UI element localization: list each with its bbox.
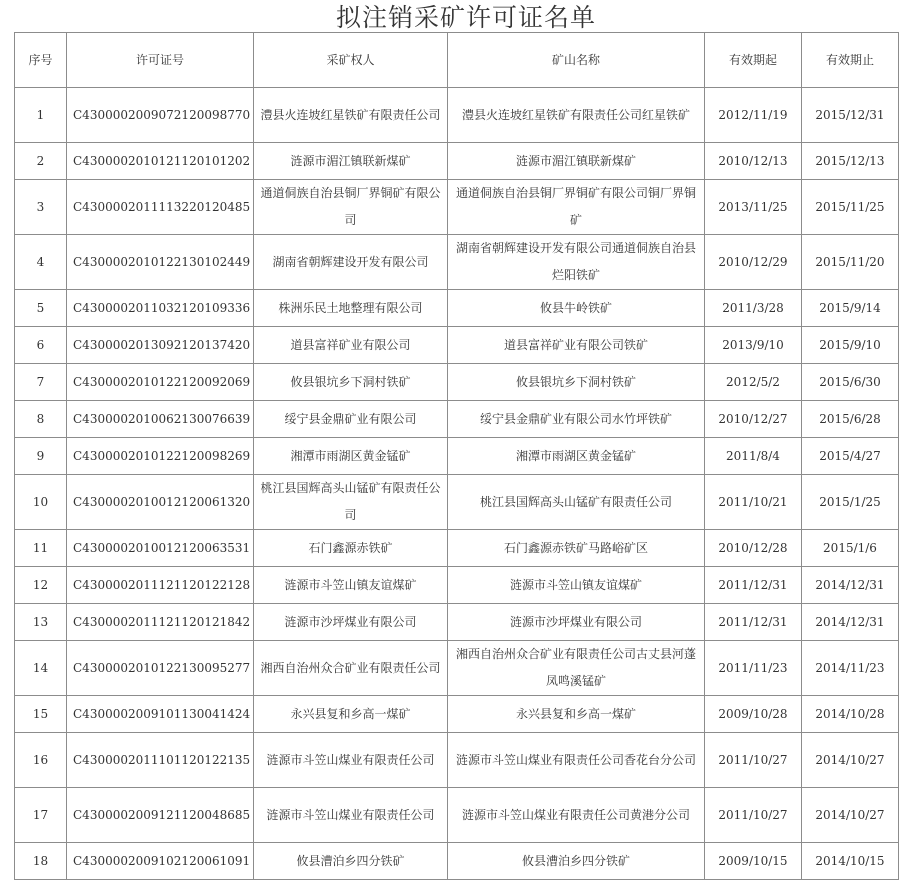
table-row [15,290,899,327]
cell-holder: 涟源市斗笠山煤业有限责任公司 [254,733,448,788]
cell-valid-from: 2011/3/28 [705,290,802,327]
cell-mine-name: 涟源市斗笠山煤业有限责任公司黄港分公司 [448,788,705,843]
cell-holder: 桃江县国辉高头山锰矿有限责任公司 [254,475,448,530]
cell-mine-name: 涟源市沙坪煤业有限公司 [448,604,705,641]
cell-valid-from: 2009/10/28 [705,696,802,733]
header-holder: 采矿权人 [254,33,448,88]
cell-holder: 攸县漕泊乡四分铁矿 [254,843,448,880]
cell-seq: 10 [15,475,67,530]
table-row [15,475,899,530]
header-mine-name: 矿山名称 [448,33,705,88]
cell-permit-no: C4300002010122120098269 [67,438,254,475]
cell-mine-name: 湘西自治州众合矿业有限责任公司古丈县河蓬凤鸣溪锰矿 [448,641,705,696]
table-row [15,604,899,641]
cell-valid-from: 2009/10/15 [705,843,802,880]
cell-holder: 湘潭市雨湖区黄金锰矿 [254,438,448,475]
cell-seq: 7 [15,364,67,401]
cell-holder: 湖南省朝辉建设开发有限公司 [254,235,448,290]
table-row [15,327,899,364]
cell-valid-from: 2010/12/28 [705,530,802,567]
cell-holder: 涟源市沙坪煤业有限公司 [254,604,448,641]
cell-valid-from: 2012/11/19 [705,88,802,143]
table-row [15,641,899,696]
cell-mine-name: 湘潭市雨湖区黄金锰矿 [448,438,705,475]
cell-mine-name: 绥宁县金鼎矿业有限公司水竹坪铁矿 [448,401,705,438]
cell-permit-no: C4300002010012120061320 [67,475,254,530]
cell-mine-name: 桃江县国辉高头山锰矿有限责任公司 [448,475,705,530]
cell-valid-to: 2015/11/20 [802,235,899,290]
cell-valid-to: 2015/1/25 [802,475,899,530]
table-row [15,843,899,880]
cell-permit-no: C4300002010012120063531 [67,530,254,567]
cell-valid-from: 2011/10/21 [705,475,802,530]
cell-mine-name: 攸县牛岭铁矿 [448,290,705,327]
cell-valid-to: 2014/10/27 [802,788,899,843]
cell-holder: 通道侗族自治县铜厂界铜矿有限公司 [254,180,448,235]
cell-seq: 1 [15,88,67,143]
cell-seq: 4 [15,235,67,290]
cell-permit-no: C4300002009101130041424 [67,696,254,733]
cell-seq: 5 [15,290,67,327]
cell-seq: 11 [15,530,67,567]
table-row [15,401,899,438]
table-row [15,696,899,733]
cell-seq: 15 [15,696,67,733]
cell-mine-name: 攸县银坑乡下洞村铁矿 [448,364,705,401]
cell-holder: 绥宁县金鼎矿业有限公司 [254,401,448,438]
cell-permit-no: C4300002011032120109336 [67,290,254,327]
cell-permit-no: C4300002009072120098770 [67,88,254,143]
cell-permit-no: C4300002011121120122128 [67,567,254,604]
cell-seq: 13 [15,604,67,641]
cell-holder: 攸县银坑乡下洞村铁矿 [254,364,448,401]
cell-valid-to: 2015/12/31 [802,88,899,143]
cell-valid-from: 2013/11/25 [705,180,802,235]
header-seq: 序号 [15,33,67,88]
cell-seq: 2 [15,143,67,180]
table-row [15,438,899,475]
cell-mine-name: 澧县火连坡红星铁矿有限责任公司红星铁矿 [448,88,705,143]
cell-mine-name: 涟源市斗笠山镇友谊煤矿 [448,567,705,604]
cell-seq: 6 [15,327,67,364]
cell-permit-no: C4300002010122120092069 [67,364,254,401]
cell-permit-no: C4300002010122130095277 [67,641,254,696]
cell-valid-from: 2010/12/27 [705,401,802,438]
cell-seq: 16 [15,733,67,788]
cell-mine-name: 永兴县复和乡高一煤矿 [448,696,705,733]
table-header-row [15,33,899,88]
cell-valid-from: 2011/12/31 [705,567,802,604]
cell-seq: 8 [15,401,67,438]
table-row [15,530,899,567]
header-permit-no: 许可证号 [67,33,254,88]
cell-valid-from: 2011/11/23 [705,641,802,696]
cell-valid-to: 2014/10/15 [802,843,899,880]
cell-seq: 14 [15,641,67,696]
cell-seq: 3 [15,180,67,235]
cell-valid-to: 2014/12/31 [802,567,899,604]
cell-valid-to: 2015/11/25 [802,180,899,235]
cell-mine-name: 涟源市湄江镇联新煤矿 [448,143,705,180]
cell-mine-name: 涟源市斗笠山煤业有限责任公司香花台分公司 [448,733,705,788]
cell-mine-name: 通道侗族自治县铜厂界铜矿有限公司铜厂界铜矿 [448,180,705,235]
cell-valid-from: 2012/5/2 [705,364,802,401]
cell-seq: 18 [15,843,67,880]
header-valid-from: 有效期起 [705,33,802,88]
cell-mine-name: 攸县漕泊乡四分铁矿 [448,843,705,880]
table-row [15,143,899,180]
cell-holder: 株洲乐民土地整理有限公司 [254,290,448,327]
cell-seq: 9 [15,438,67,475]
cell-valid-to: 2015/12/13 [802,143,899,180]
cell-valid-from: 2011/12/31 [705,604,802,641]
cell-holder: 道县富祥矿业有限公司 [254,327,448,364]
cell-permit-no: C4300002011113220120485 [67,180,254,235]
table-row [15,733,899,788]
cell-holder: 涟源市湄江镇联新煤矿 [254,143,448,180]
cell-mine-name: 道县富祥矿业有限公司铁矿 [448,327,705,364]
cell-holder: 涟源市斗笠山镇友谊煤矿 [254,567,448,604]
table-row [15,88,899,143]
cell-permit-no: C4300002009102120061091 [67,843,254,880]
table-body [15,88,899,880]
cell-holder: 石门鑫源赤铁矿 [254,530,448,567]
cell-permit-no: C4300002010062130076639 [67,401,254,438]
header-valid-to: 有效期止 [802,33,899,88]
cell-valid-to: 2015/6/30 [802,364,899,401]
cell-mine-name: 湖南省朝辉建设开发有限公司通道侗族自治县烂阳铁矿 [448,235,705,290]
cell-seq: 17 [15,788,67,843]
cell-valid-from: 2010/12/13 [705,143,802,180]
permit-table [14,32,899,880]
cell-valid-to: 2015/9/10 [802,327,899,364]
cell-seq: 12 [15,567,67,604]
table-row [15,180,899,235]
cell-mine-name: 石门鑫源赤铁矿马路峪矿区 [448,530,705,567]
cell-permit-no: C4300002011121120121842 [67,604,254,641]
cell-valid-to: 2015/9/14 [802,290,899,327]
cell-valid-to: 2015/4/27 [802,438,899,475]
cell-valid-to: 2015/1/6 [802,530,899,567]
cell-holder: 涟源市斗笠山煤业有限责任公司 [254,788,448,843]
cell-valid-from: 2011/8/4 [705,438,802,475]
table-row [15,788,899,843]
table-row [15,235,899,290]
cell-permit-no: C4300002010122130102449 [67,235,254,290]
cell-valid-to: 2014/12/31 [802,604,899,641]
table-row [15,567,899,604]
cell-permit-no: C4300002010121120101202 [67,143,254,180]
cell-valid-to: 2014/10/28 [802,696,899,733]
cell-valid-from: 2011/10/27 [705,733,802,788]
cell-valid-to: 2014/10/27 [802,733,899,788]
cell-permit-no: C4300002011101120122135 [67,733,254,788]
page-title: 拟注销采矿许可证名单 [335,3,596,32]
cell-valid-from: 2010/12/29 [705,235,802,290]
cell-valid-to: 2014/11/23 [802,641,899,696]
cell-holder: 澧县火连坡红星铁矿有限责任公司 [254,88,448,143]
cell-permit-no: C4300002009121120048685 [67,788,254,843]
cell-valid-from: 2013/9/10 [705,327,802,364]
cell-holder: 永兴县复和乡高一煤矿 [254,696,448,733]
cell-valid-from: 2011/10/27 [705,788,802,843]
cell-holder: 湘西自治州众合矿业有限责任公司 [254,641,448,696]
cell-permit-no: C4300002013092120137420 [67,327,254,364]
cell-valid-to: 2015/6/28 [802,401,899,438]
table-row [15,364,899,401]
